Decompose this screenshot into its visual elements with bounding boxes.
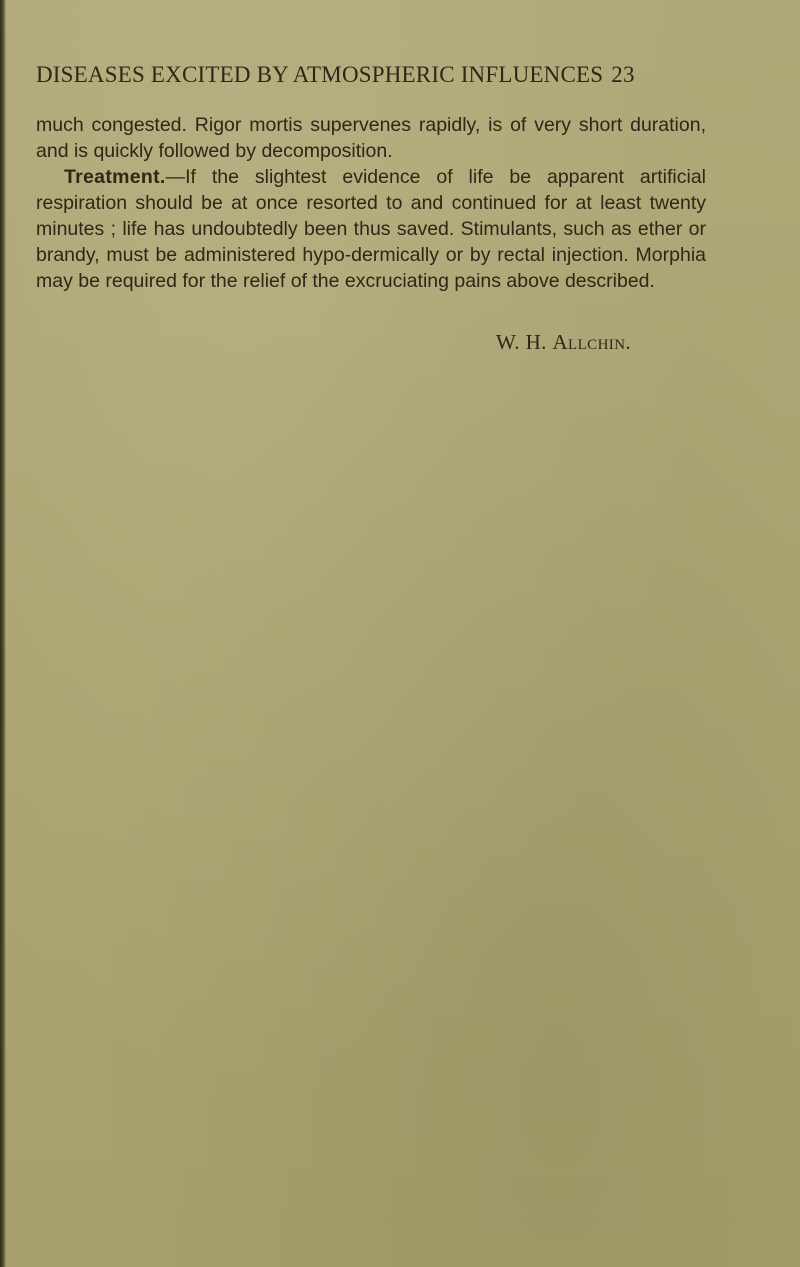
running-head-title: DISEASES EXCITED BY ATMOSPHERIC INFLUENCES <box>36 62 604 87</box>
author-signature <box>496 330 631 355</box>
page-number: 23 <box>611 62 635 87</box>
paragraph-2 <box>36 164 706 294</box>
body-text <box>36 112 706 294</box>
running-head <box>36 62 736 88</box>
treatment-heading: Treatment. <box>64 166 166 188</box>
author-surname: Allchin. <box>552 330 632 354</box>
author-initials: W. H. <box>496 330 547 354</box>
paragraph-2-text: —If the slightest evidence of life be apparent artificial respiration should be at once resorted to and continued for at least twenty minutes ; life has undoubtedly been thus saved. Stimulants, such as ether or brandy, must be administered hypo-dermically or by rectal injection. Morphia may be required for the relief of the excruciating pains above described. <box>36 166 706 292</box>
paragraph-1-text: much congested. Rigor mortis supervenes rapidly, is of very short duration, and is quickly followed by decomposition. <box>36 114 706 162</box>
paragraph-1 <box>36 112 706 164</box>
